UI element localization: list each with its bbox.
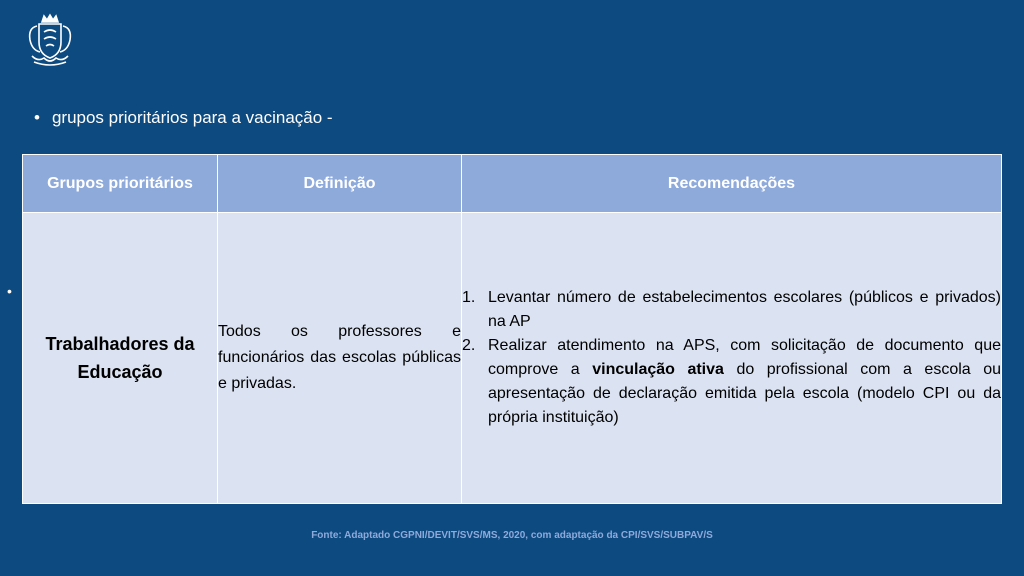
item-text-before: Realizar atendimento na APS, com solicitação de documento que comprove a — [488, 337, 1001, 378]
source-footnote: Fonte: Adaptado CGPNI/DEVIT/SVS/MS, 2020, com adaptação da CPI/SVS/SUBPAV/S — [311, 530, 713, 541]
item-text: Levantar número de estabelecimentos escolares (públicos e privados) na AP — [488, 289, 1001, 330]
intro-bullet — [34, 108, 333, 128]
bullet-marker: • — [34, 108, 40, 127]
cell-group-name: Trabalhadores da Educação — [23, 213, 218, 504]
cell-definition: Todos os professores e funcionários das escolas públicas e privadas. — [218, 213, 462, 504]
coat-of-arms-logo — [24, 12, 76, 68]
list-item — [462, 286, 1001, 334]
recommendations-list — [462, 286, 1001, 430]
table-row — [23, 213, 1002, 504]
header-recommendations: Recomendações — [462, 155, 1002, 213]
item-number: 1. — [462, 289, 476, 306]
header-definition: Definição — [218, 155, 462, 213]
item-number: 2. — [462, 337, 476, 354]
table-header-row — [23, 155, 1002, 213]
priority-groups-table — [22, 154, 1002, 504]
cell-recommendations — [462, 213, 1002, 504]
item-text-after: do profissional com a escola ou apresentação de declaração emitida pela escola (modelo CPI ou da própria instituição) — [488, 361, 1001, 426]
intro-text: grupos prioritários para a vacinação - — [51, 108, 333, 127]
list-item — [462, 334, 1001, 430]
header-groups: Grupos prioritários — [23, 155, 218, 213]
stray-bullet-mark: • — [7, 283, 12, 299]
item-text-bold: vinculação ativa — [592, 361, 724, 378]
